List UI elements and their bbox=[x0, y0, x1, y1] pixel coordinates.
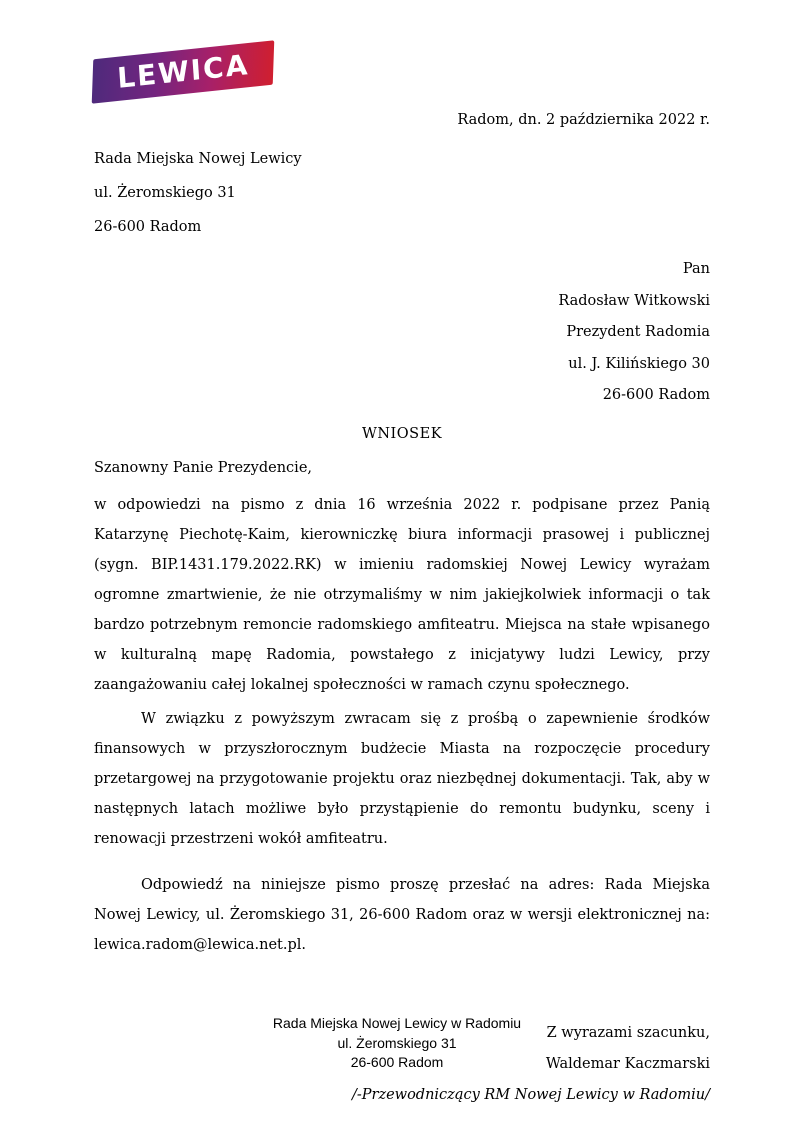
footer-line: ul. Żeromskiego 31 bbox=[337, 1034, 457, 1051]
letter-body bbox=[0, 106, 794, 1111]
closing-phrase: Z wyrazami szacunku, bbox=[546, 1024, 710, 1041]
recipient-address-line: Radosław Witkowski bbox=[558, 292, 710, 309]
body-paragraph-2: W związku z powyższym zwracam się z prośbą o zapewnienie środków finansowych w przyszłorocznym budżecie Miasta na rozpoczęcie procedury przetargowej na przygotowanie projektu oraz niezbędnej dokumentacji. Tak, aby w następnych latach możliwe było przystąpienie do remontu budynku, sceny i renowacji przestrzeni wokół amfiteatru. bbox=[94, 710, 710, 847]
sender-address-line: Rada Miejska Nowej Lewicy bbox=[94, 151, 302, 167]
recipient-address-line: Prezydent Radomia bbox=[566, 324, 710, 340]
date-line: Radom, dn. 2 października 2022 r. bbox=[457, 112, 710, 128]
footer-line: 26-600 Radom bbox=[350, 1054, 444, 1070]
signature-name: Waldemar Kaczmarski bbox=[545, 1055, 710, 1072]
lewica-logo bbox=[92, 50, 274, 94]
signature-role: /-Przewodniczący RM Nowej Lewicy w Radomiu/ bbox=[351, 1086, 710, 1103]
recipient-address-line: ul. J. Kilińskiego 30 bbox=[568, 355, 710, 372]
lewica-logo-text: LEWICA bbox=[115, 48, 250, 95]
recipient-address bbox=[94, 254, 710, 412]
footer bbox=[0, 1014, 794, 1073]
recipient-address-line: Pan bbox=[682, 261, 710, 277]
sender-address-line: 26-600 Radom bbox=[94, 219, 202, 235]
footer-line: Rada Miejska Nowej Lewicy w Radomiu bbox=[272, 1015, 522, 1031]
sender-address-line: ul. Żeromskiego 31 bbox=[94, 185, 236, 201]
subject-heading: WNIOSEK bbox=[361, 425, 443, 442]
sender-address bbox=[94, 142, 710, 244]
lewica-logo-banner bbox=[92, 40, 275, 103]
body-paragraph-3: Odpowiedź na niniejsze pismo proszę przesłać na adres: Rada Miejska Nowej Lewicy, ul. Żeromskiego 31, 26-600 Radom oraz w wersji elektronicznej na: lewica.radom@lewica.net.pl. bbox=[94, 876, 710, 953]
recipient-address-line: 26-600 Radom bbox=[602, 387, 710, 403]
body-paragraph-1: w odpowiedzi na pismo z dnia 16 września 2022 r. podpisane przez Panią Katarzynę Piechotę-Kaim, kierowniczkę biura informacji prasowej i publicznej (sygn. BIP.1431.179.2022.RK) w imieniu radomskiej Nowej Lewicy wyrażam ogromne zmartwienie, że nie otrzymaliśmy w nim jakiejkolwiek informacji o tak bardzo potrzebnym remoncie radomskiego amfiteatru. Miejsca na stałe wpisanego w kulturalną mapę Radomia, powstałego z inicjatywy ludzi Lewicy, przy zaangażowaniu całej lokalnej społeczności w ramach czynu społecznego. bbox=[94, 496, 710, 693]
salutation: Szanowny Panie Prezydencie, bbox=[94, 459, 313, 476]
